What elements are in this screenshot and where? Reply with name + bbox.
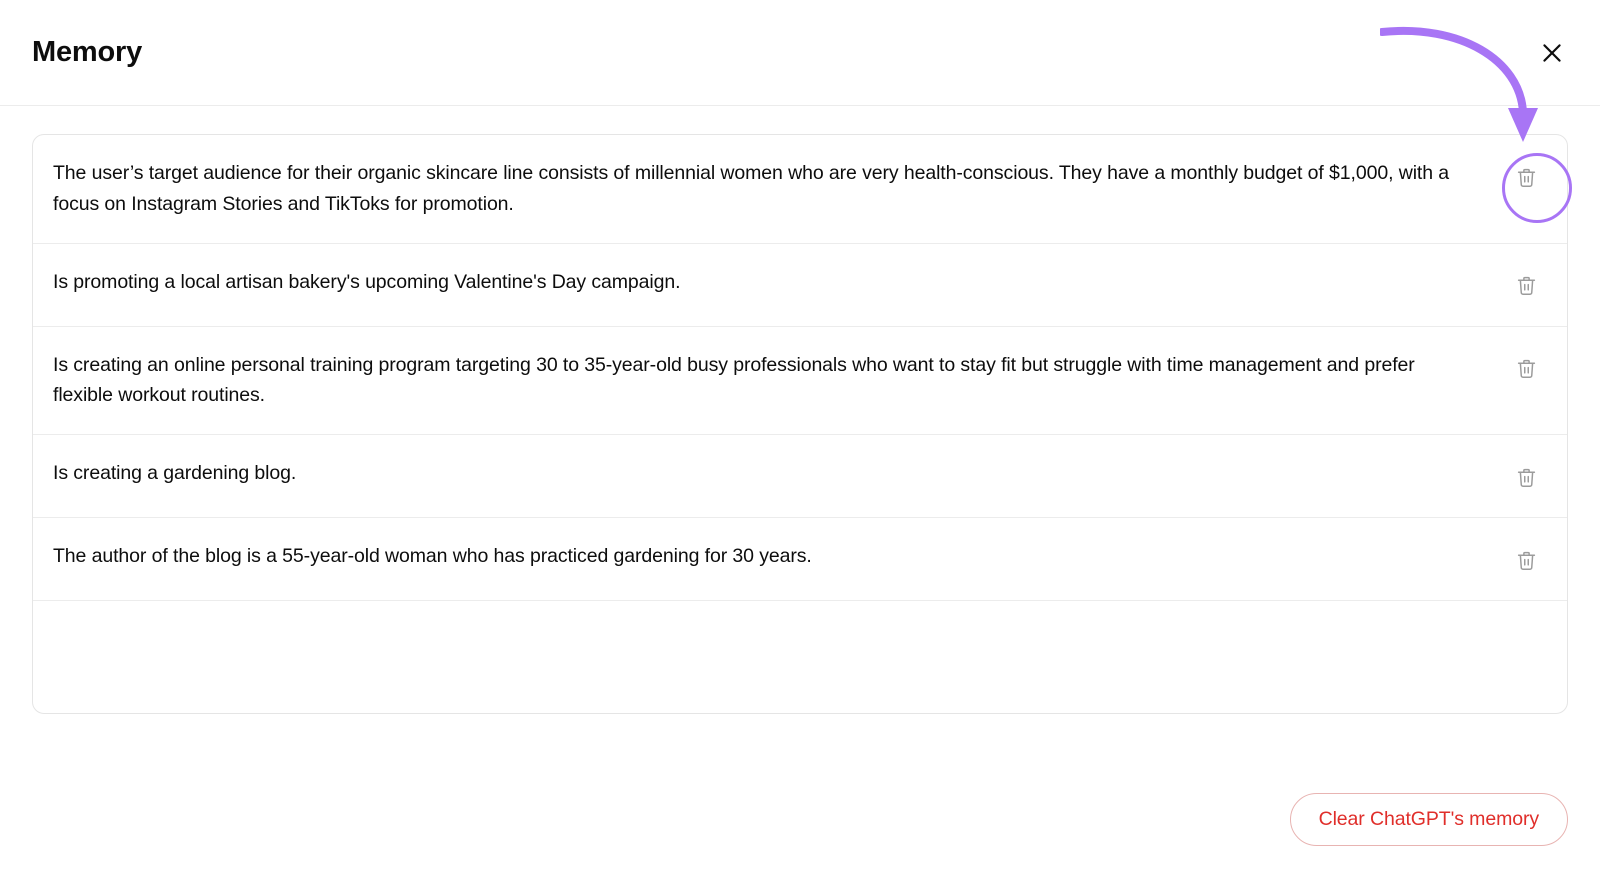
memory-list bbox=[32, 134, 1568, 714]
memory-text: Is creating an online personal training program targeting 30 to 35-year-old busy professionals who want to stay fit but struggle with time management and prefer flexible workout routines. bbox=[53, 353, 1415, 407]
memory-text: Is promoting a local artisan bakery's upcoming Valentine's Day campaign. bbox=[53, 270, 681, 293]
list-item bbox=[33, 518, 1567, 601]
page-title: Memory bbox=[32, 36, 142, 68]
trash-icon[interactable] bbox=[1509, 352, 1543, 386]
trash-icon[interactable] bbox=[1509, 460, 1543, 494]
modal-header bbox=[0, 0, 1600, 106]
memory-text: The user’s target audience for their organic skincare line consists of millennial women who are very health-conscious. They have a monthly budget of $1,000, with a focus on Instagram Stories and TikToks for promotion. bbox=[53, 162, 1450, 215]
memory-text: The author of the blog is a 55-year-old woman who has practiced gardening for 30 years. bbox=[53, 545, 812, 568]
trash-icon[interactable] bbox=[1509, 160, 1543, 194]
trash-icon[interactable] bbox=[1509, 269, 1543, 303]
list-item bbox=[33, 244, 1567, 327]
list-item bbox=[33, 435, 1567, 518]
memory-list-empty-space bbox=[33, 601, 1567, 714]
modal-footer bbox=[0, 765, 1600, 876]
memory-text: Is creating a gardening blog. bbox=[53, 462, 297, 485]
list-item bbox=[33, 135, 1567, 244]
close-icon[interactable] bbox=[1530, 31, 1574, 75]
modal-body bbox=[0, 106, 1600, 765]
trash-icon[interactable] bbox=[1509, 543, 1543, 577]
clear-memory-button[interactable]: Clear ChatGPT's memory bbox=[1290, 793, 1568, 846]
list-item bbox=[33, 327, 1567, 436]
